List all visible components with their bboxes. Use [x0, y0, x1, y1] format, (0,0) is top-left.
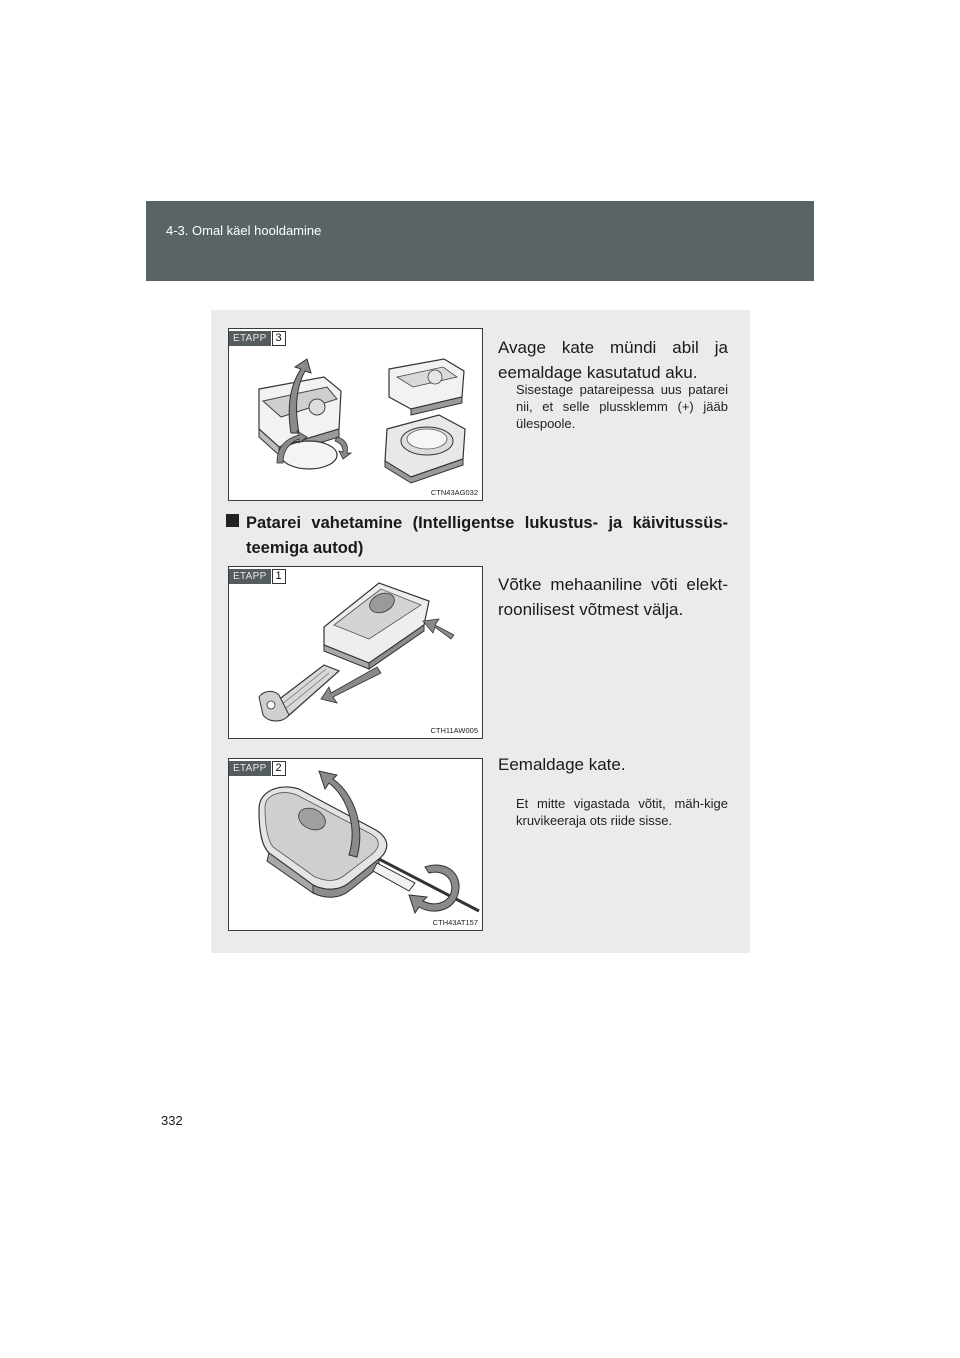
step-badge-label: ETAPP [229, 331, 271, 346]
figure-code: CTH11AW005 [430, 726, 478, 735]
step-badge-label: ETAPP [229, 761, 271, 776]
section-heading-text: Patarei vahetamine (Intelligentse lukustus- ja käivitussüs-teemiga autod) [246, 514, 728, 557]
step-3-note: Sisestage patareipessa uus patarei nii, et selle plussklemm (+) jääb ülespoole. [516, 382, 728, 431]
step-badge-number: 2 [272, 761, 286, 776]
step-badge [229, 761, 286, 776]
step-1-title: Võtke mehaaniline võti elekt-roonilisest võtmest välja. [498, 575, 728, 619]
section-title: 4-3. Omal käel hooldamine [166, 223, 322, 238]
mechanical-key-illustration [229, 567, 483, 739]
figure-code: CTN43AG032 [430, 488, 478, 497]
step-3-title: Avage kate mündi abil ja eemaldage kasutatud aku. [498, 338, 728, 382]
step-2-title: Eemaldage kate. [498, 755, 626, 774]
figure-code: CTH43AT157 [432, 918, 478, 927]
step-badge-number: 1 [272, 569, 286, 584]
step-badge [229, 331, 286, 346]
step-2-note: Et mitte vigastada võtit, mäh-kige kruvikeeraja ots riide sisse. [516, 796, 728, 828]
square-bullet-icon [226, 514, 239, 527]
step-badge-label: ETAPP [229, 569, 271, 584]
figure-step-3 [228, 328, 483, 501]
step-badge [229, 569, 286, 584]
section-heading [226, 511, 728, 561]
figure-step-2 [228, 758, 483, 931]
page-number: 332 [161, 1113, 183, 1128]
cover-removal-illustration [229, 759, 483, 931]
step-badge-number: 3 [272, 331, 286, 346]
figure-step-1 [228, 566, 483, 739]
key-battery-illustration [229, 329, 483, 501]
section-header-bar [146, 201, 814, 281]
